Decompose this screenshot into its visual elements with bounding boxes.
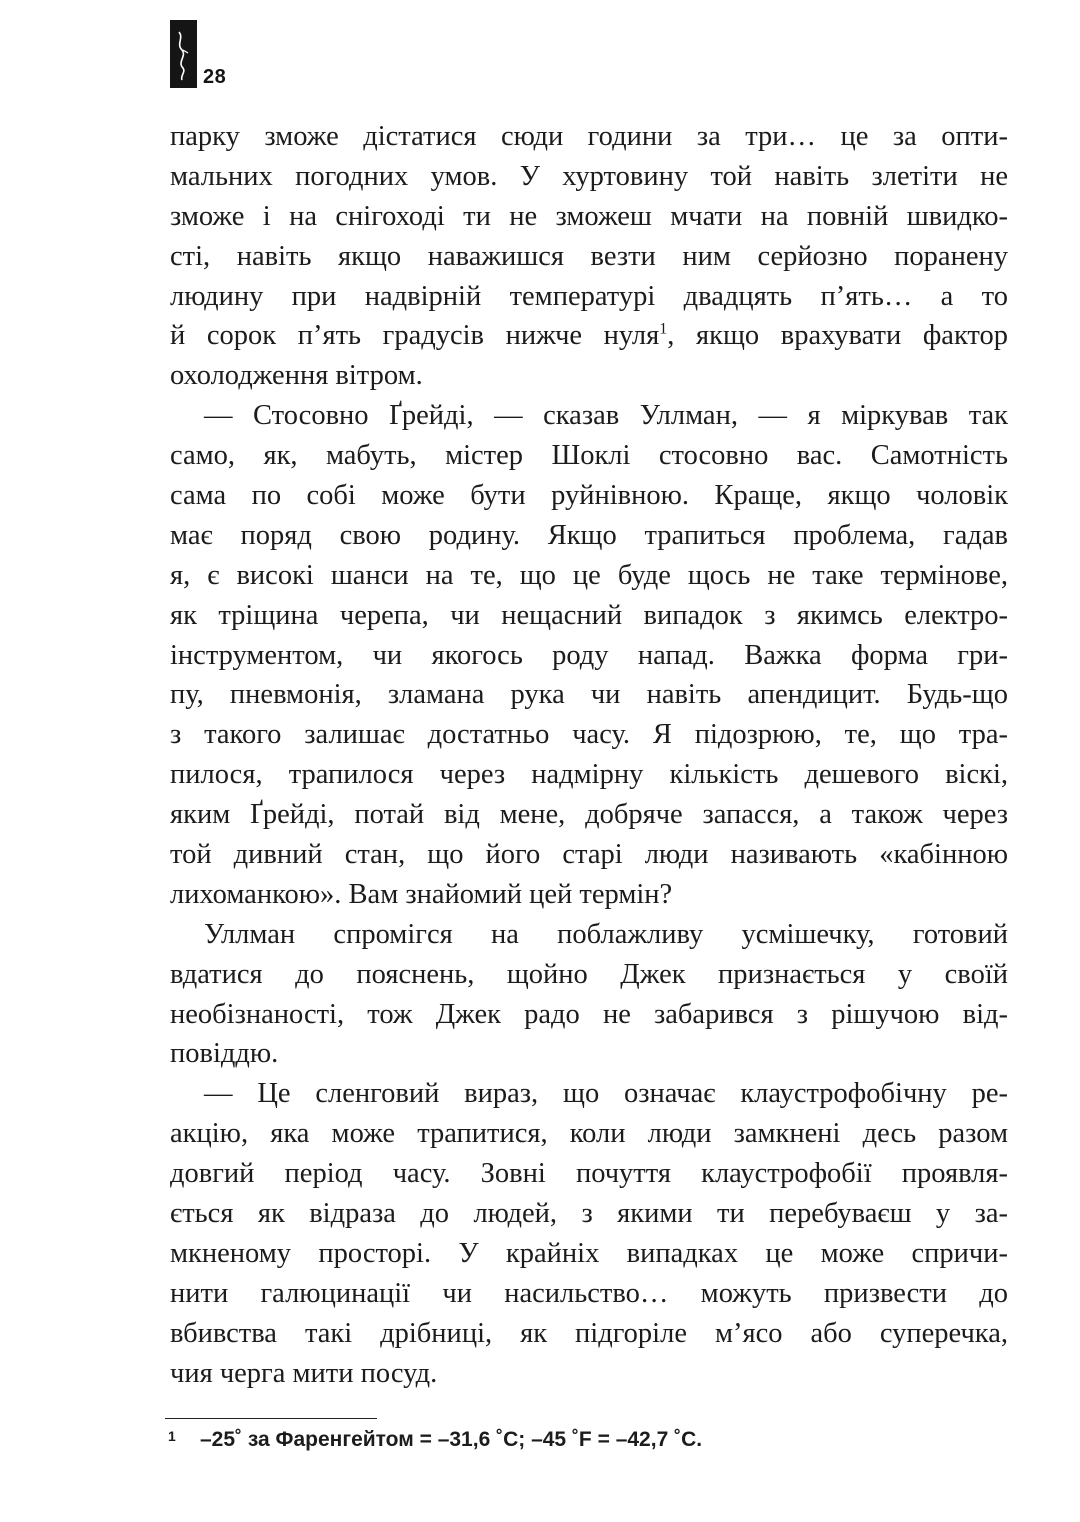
footnote-text: –25˚ за Фаренгейтом = –31,6 ˚С; –45 ˚F = –42,7 ˚С. [200, 1428, 703, 1451]
text-line: той дивний стан, що його старі люди називають «кабінною [170, 839, 1008, 871]
page-mark-icon [170, 20, 197, 88]
footnote [168, 1425, 1008, 1455]
text-line-head: й сорок п’ять градусів нижче нуля [170, 320, 660, 352]
footnote-marker: 1 [168, 1428, 176, 1444]
text-line: сама по собі може бути руйнівною. Краще, якщо чоловік [170, 480, 1008, 512]
text-line: довгий період часу. Зовні почуття клаустрофобії проявля- [170, 1158, 1008, 1190]
text-line-with-footnote-ref [170, 316, 1008, 356]
text-line-tail: , якщо врахувати фактор [667, 320, 1008, 352]
text-line: повіддю. [170, 1038, 279, 1070]
text-line: вбивства такі дрібниці, як підгоріле м’ясо або суперечка, [170, 1317, 1008, 1349]
text-line: пилося, трапилося через надмірну кількість дешевого віскі, [170, 759, 1008, 791]
text-line: я, є високі шанси на те, що це буде щось не таке термінове, [170, 559, 1008, 591]
text-line: само, як, мабуть, містер Шоклі стосовно вас. Самотність [170, 440, 1008, 472]
page-mark-glyph [170, 20, 197, 88]
text-line: Уллман спромігся на поблажливу усмішечку, готовий [204, 918, 1008, 950]
text-line: акцію, яка може трапитися, коли люди замкнені десь разом [170, 1118, 1008, 1150]
text-line: необізнаності, тож Джек радо не забарився з рішучою від- [170, 998, 1008, 1030]
text-line: ється як відраза до людей, з якими ти перебуваєш у за- [170, 1198, 1008, 1230]
text-line: мкненому просторі. У крайніх випадках це може спричи- [170, 1237, 1008, 1269]
text-line: — Стосовно Ґрейді, — сказав Уллман, — я міркував так [204, 400, 1008, 432]
text-line: мальних погодних умов. У хуртовину той навіть злетіти не [170, 160, 1008, 192]
text-line: нити галюцинації чи насильство… можуть призвести до [170, 1277, 1008, 1309]
text-line: людину при надвірній температурі двадцять п’ять… а то [170, 280, 1008, 312]
footnote-reference[interactable]: 1 [659, 320, 668, 338]
text-line: лихоманкою». Вам знайомий цей термін? [170, 878, 673, 910]
text-line: як тріщина черепа, чи нещасний випадок з якимсь електро- [170, 599, 1008, 631]
text-line: вдатися до пояснень, щойно Джек признається у своїй [170, 958, 1008, 990]
text-line: зможе і на снігоході ти не зможеш мчати на повній швидко- [170, 200, 1008, 232]
text-line: інструментом, чи якогось роду напад. Важка форма гри- [170, 639, 1008, 671]
text-line: парку зможе дістатися сюди години за три… це за опти- [170, 121, 1008, 152]
text-line: чия черга мити посуд. [170, 1357, 438, 1389]
text-line: — Це сленговий вираз, що означає клаустрофобічну ре- [204, 1078, 1008, 1110]
body-text [170, 117, 1008, 1394]
text-line: охолодження вітром. [170, 360, 423, 392]
text-line: з такого залишає достатньо часу. Я підозрюю, те, що тра- [170, 719, 1008, 751]
text-line: пу, пневмонія, зламана рука чи навіть апендицит. Будь-що [170, 679, 1008, 711]
footnote-divider [165, 1418, 377, 1419]
page-number: 28 [203, 66, 227, 88]
text-line: яким Ґрейді, потай від мене, добряче запасся, а також через [170, 799, 1008, 831]
text-line: сті, навіть якщо наважишся везти ним серйозно поранену [170, 240, 1008, 272]
text-line: має поряд свою родину. Якщо трапиться проблема, гадав [170, 519, 1008, 551]
